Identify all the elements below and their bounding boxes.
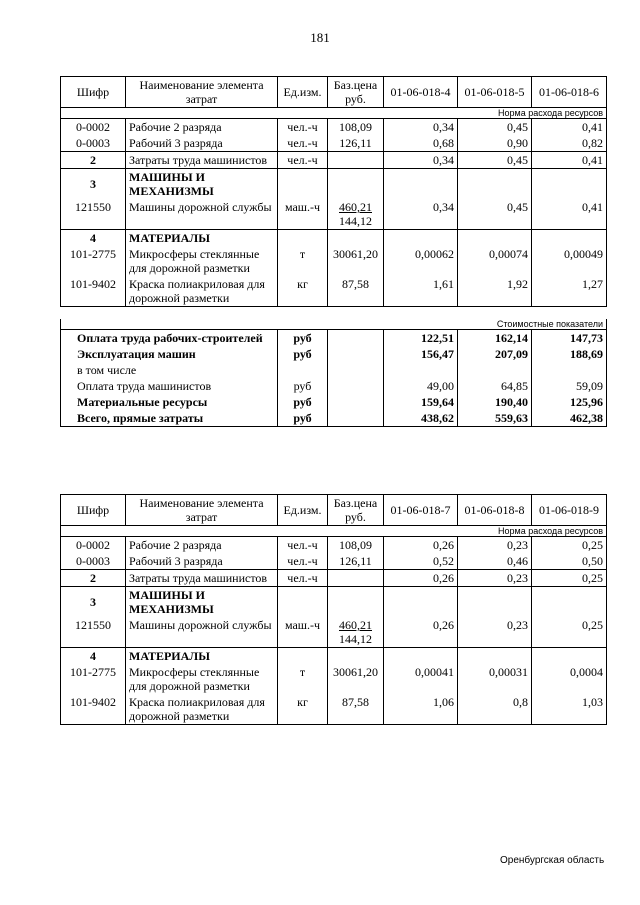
- norm-label: Норма расхода ресурсов: [61, 108, 607, 119]
- section-row: 4 МАТЕРИАЛЫ: [61, 230, 607, 247]
- footer-region: Оренбургская область: [500, 855, 605, 866]
- table-row: 0-0003 Рабочий 3 разряда чел.-ч 126,11 0,68 0,90 0,82: [61, 135, 607, 152]
- header-col-1: 01-06-018-7: [384, 495, 458, 526]
- header-price: Баз.цена руб.: [328, 495, 384, 526]
- header-name: Наименование элемента затрат: [126, 495, 278, 526]
- table-row: 0-0002 Рабочие 2 разряда чел.-ч 108,09 0,34 0,45 0,41: [61, 119, 607, 136]
- cost-row: Оплата труда рабочих-строителей руб 122,51 162,14 147,73: [61, 329, 607, 346]
- table-row: 0-0003 Рабочий 3 разряда чел.-ч 126,11 0,52 0,46 0,50: [61, 553, 607, 570]
- section-row: 3 МАШИНЫ И МЕХАНИЗМЫ: [61, 169, 607, 200]
- table-row: 121550 Машины дорожной службы маш.-ч 460,21 144,12 0,26 0,23 0,25: [61, 617, 607, 648]
- header-price: Баз.цена руб.: [328, 77, 384, 108]
- table-row: 0-0002 Рабочие 2 разряда чел.-ч 108,09 0,26 0,23 0,25: [61, 537, 607, 554]
- table-row: 101-9402 Краска полиакриловая для дорожной разметки кг 87,58 1,61 1,92 1,27: [61, 276, 607, 307]
- table-row: 121550 Машины дорожной службы маш.-ч 460,21 144,12 0,34 0,45 0,41: [61, 199, 607, 230]
- table-row: 101-2775 Микросферы стеклянные для дорожной разметки т 30061,20 0,00062 0,00074 0,00049: [61, 246, 607, 276]
- table-row: 2 Затраты труда машинистов чел.-ч 0,34 0,45 0,41: [61, 152, 607, 169]
- header-code: Шифр: [61, 495, 126, 526]
- resource-table-2: [60, 494, 607, 725]
- table-row: 2 Затраты труда машинистов чел.-ч 0,26 0,23 0,25: [61, 570, 607, 587]
- header-col-2: 01-06-018-5: [458, 77, 532, 108]
- cost-row: в том числе: [61, 362, 607, 378]
- resource-table-1: [60, 76, 607, 427]
- header-col-2: 01-06-018-8: [458, 495, 532, 526]
- cost-label: Стоимостные показатели: [61, 319, 607, 330]
- header-unit: Ед.изм.: [278, 77, 328, 108]
- table-row: 101-9402 Краска полиакриловая для дорожной разметки кг 87,58 1,06 0,8 1,03: [61, 694, 607, 725]
- cost-row: Оплата труда машинистов руб 49,00 64,85 59,09: [61, 378, 607, 394]
- section-row: 3 МАШИНЫ И МЕХАНИЗМЫ: [61, 587, 607, 618]
- header-col-1: 01-06-018-4: [384, 77, 458, 108]
- page-number: 181: [310, 30, 330, 45]
- header-col-3: 01-06-018-9: [532, 495, 607, 526]
- header-code: Шифр: [61, 77, 126, 108]
- cost-row: Эксплуатация машин руб 156,47 207,09 188,69: [61, 346, 607, 362]
- header-name: Наименование элемента затрат: [126, 77, 278, 108]
- cost-row: Всего, прямые затраты руб 438,62 559,63 462,38: [61, 410, 607, 427]
- norm-label: Норма расхода ресурсов: [61, 526, 607, 537]
- section-row: 4 МАТЕРИАЛЫ: [61, 648, 607, 665]
- header-col-3: 01-06-018-6: [532, 77, 607, 108]
- header-unit: Ед.изм.: [278, 495, 328, 526]
- table-row: 101-2775 Микросферы стеклянные для дорожной разметки т 30061,20 0,00041 0,00031 0,0004: [61, 664, 607, 694]
- cost-row: Материальные ресурсы руб 159,64 190,40 125,96: [61, 394, 607, 410]
